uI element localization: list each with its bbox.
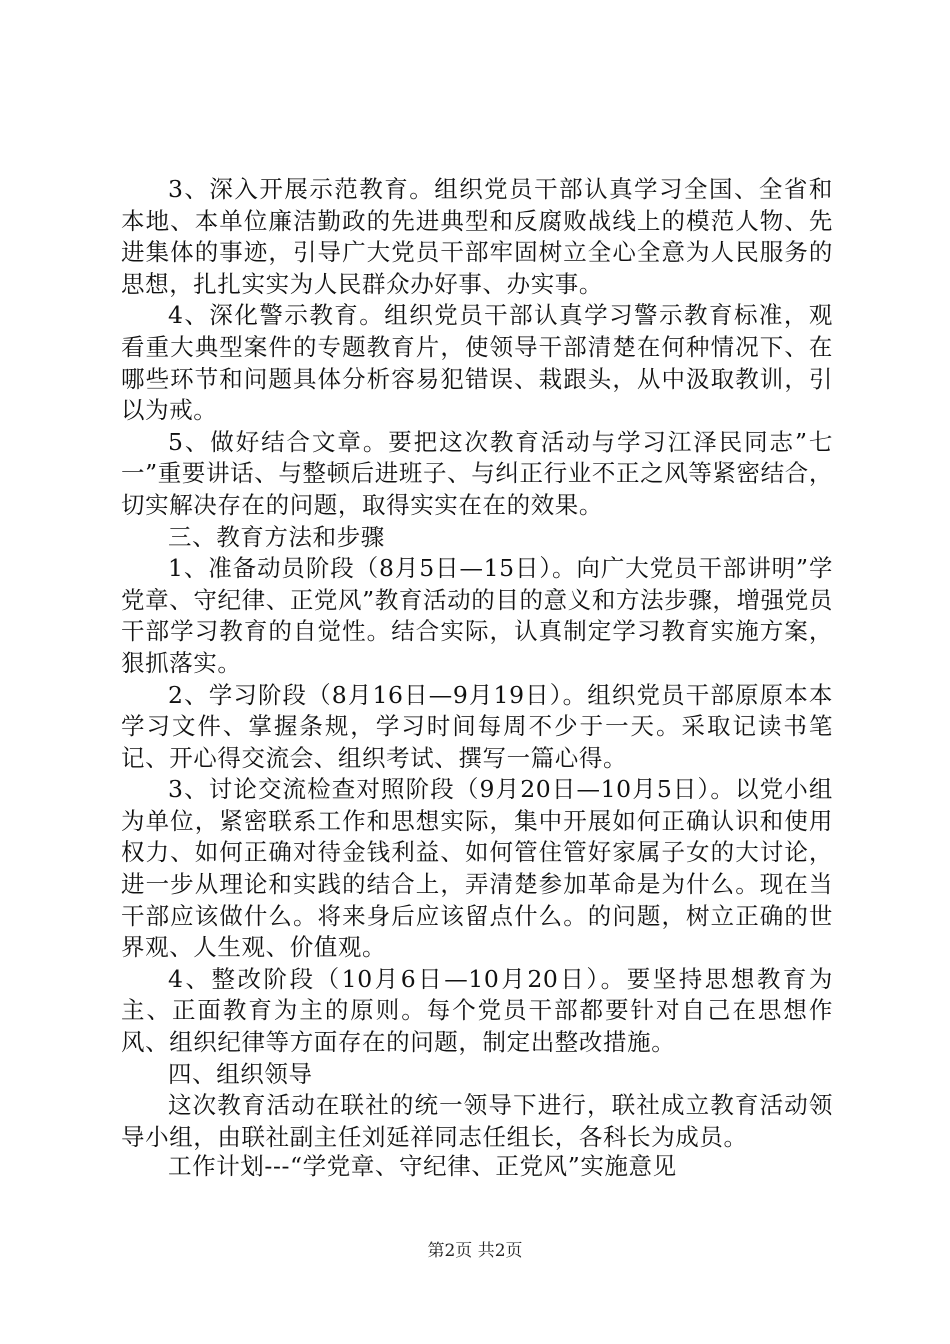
paragraph-stage-mobilization: 1、准备动员阶段（8月5日—15日）。向广大党员干部讲明”学党章、守纪律、正党风”教育活动的目的意义和方法步骤，增强党员干部学习教育的自觉性。结合实际，认真制定学习教育实施方案，狠抓落实。 <box>121 554 833 677</box>
document-footer-title: 工作计划---“学党章、守纪律、正党风”实施意见 <box>168 1152 677 1180</box>
page-number: 第2页 共2页 <box>427 1241 523 1261</box>
section-heading-leadership: 四、组织领导 <box>168 1059 313 1088</box>
paragraph-warning-education: 4、深化警示教育。组织党员干部认真学习警示教育标准，观看重大典型案件的专题教育片，使领导干部清楚在何种情况下、在哪些环节和问题具体分析容易犯错误、栽跟头，从中汲取教训，引以为戒。 <box>121 301 833 425</box>
paragraph-combination: 5、做好结合文章。要把这次教育活动与学习江泽民同志”七一”重要讲话、与整顿后进班子、与纠正行业不正之风等紧密结合，切实解决存在的问题，取得实实在在的效果。 <box>121 427 833 519</box>
section-heading-methods: 三、教育方法和步骤 <box>168 522 385 551</box>
paragraph-stage-rectification: 4、整改阶段（10月6日—10月20日）。要坚持思想教育为主、正面教育为主的原则。每个党员干部都要针对自己在思想作风、组织纪律等方面存在的问题，制定出整改措施。 <box>121 964 833 1057</box>
document-body <box>121 174 833 1153</box>
paragraph-leadership: 这次教育活动在联社的统一领导下进行，联社成立教育活动领导小组，由联社副主任刘延祥同志任组长，各科长为成员。 <box>121 1091 833 1151</box>
paragraph-demonstration-education: 3、深入开展示范教育。组织党员干部认真学习全国、全省和本地、本单位廉洁勤政的先进典型和反腐败战线上的模范人物、先进集体的事迹，引导广大党员干部牢固树立全心全意为人民服务的思想，扎扎实实为人民群众办好事、办实事。 <box>121 175 833 298</box>
paragraph-stage-discussion: 3、讨论交流检查对照阶段（9月20日—10月5日）。以党小组为单位，紧密联系工作和思想实际，集中开展如何正确认识和使用权力、如何正确对待金钱利益、如何管住管好家属子女的大讨论，进一步从理论和实践的结合上，弄清楚参加革命是为什么。现在当干部应该做什么。将来身后应该留点什么。的问题，树立正确的世界观、人生观、价值观。 <box>121 775 833 962</box>
paragraph-stage-study: 2、学习阶段（8月16日—9月19日）。组织党员干部原原本本学习文件、掌握条规，学习时间每周不少于一天。采取记读书笔记、开心得交流会、组织考试、撰写一篇心得。 <box>121 680 833 772</box>
